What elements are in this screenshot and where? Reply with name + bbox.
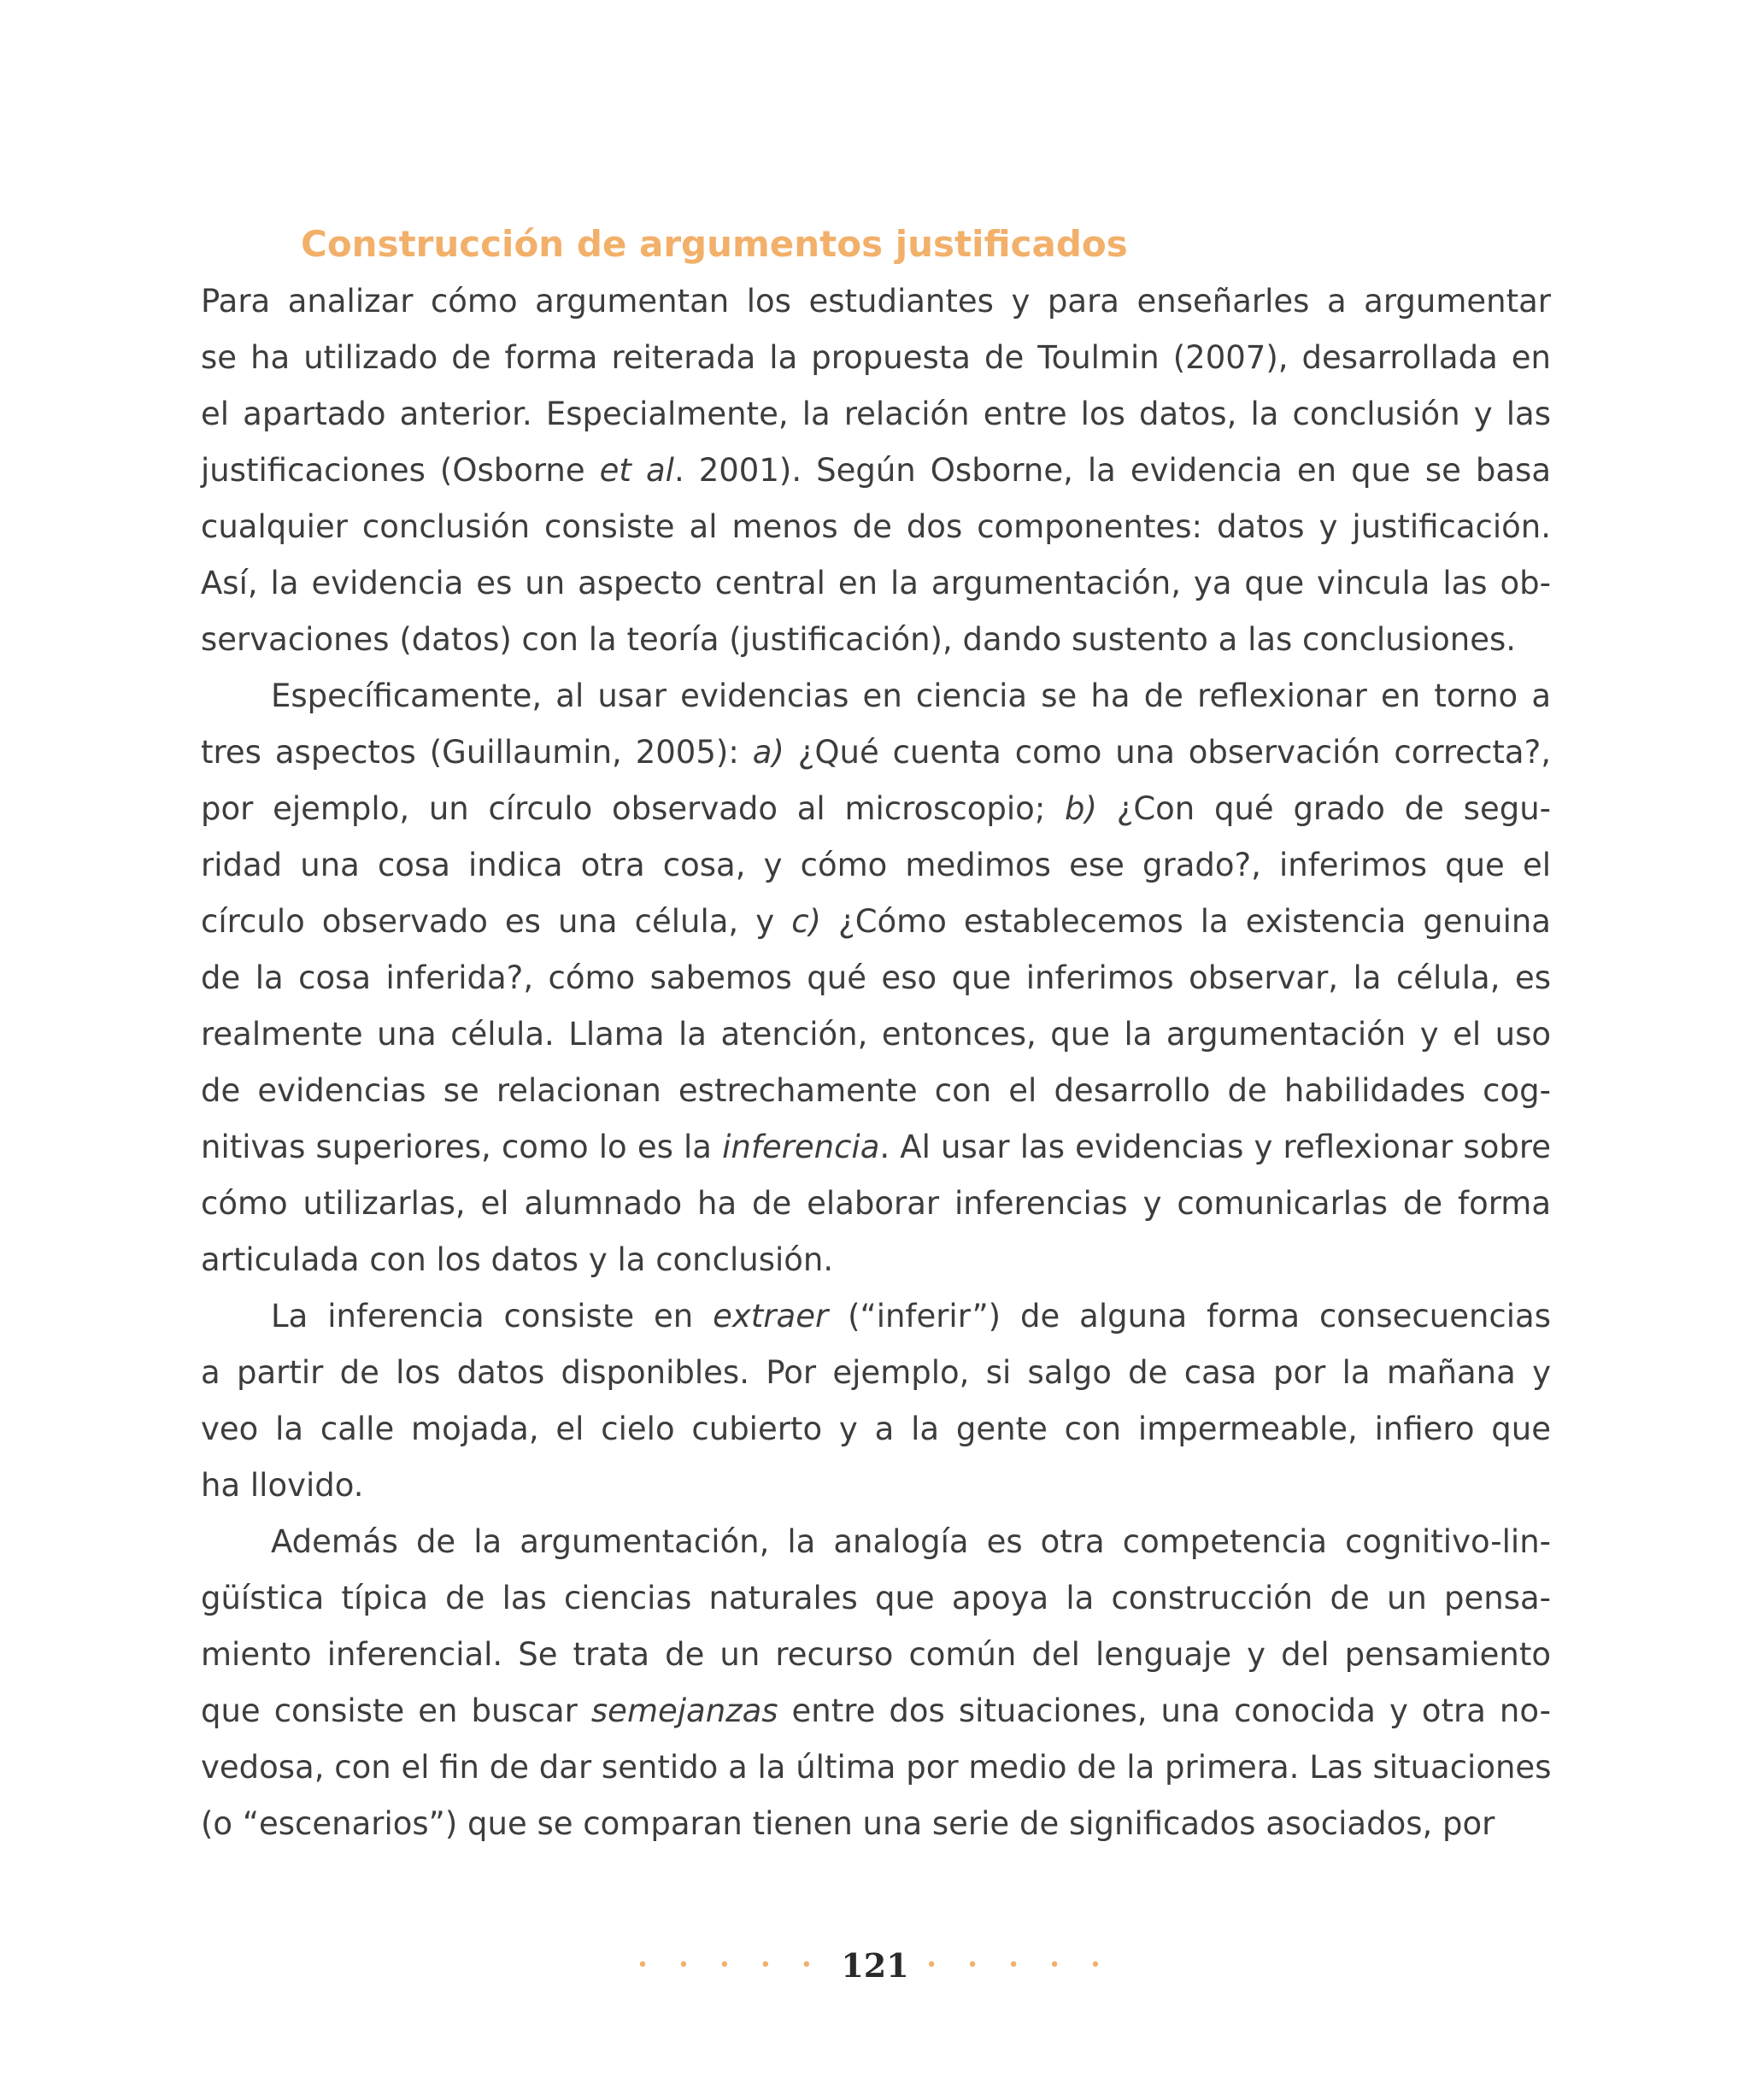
footer-dots-right: • • • • • [925, 1955, 1113, 1976]
section-heading: Construcción de argumentos justificados [301, 223, 1128, 265]
paragraph-line: nitivas superiores, como lo es la inferencia. Al usar las evidencias y reflexionar sobre [201, 1129, 1551, 1165]
italic-term: extraer [713, 1298, 829, 1334]
paragraph-line: Además de la argumentación, la analogía es otra competencia cognitivo-lin- [271, 1523, 1551, 1560]
italic-term: inferencia [722, 1129, 880, 1165]
paragraph-line: servaciones (datos) con la teoría (justificación), dando sustento a las conclusiones. [201, 621, 1517, 658]
body-text [201, 273, 1551, 1852]
paragraph-line: que consiste en buscar semejanzas entre dos situaciones, una conocida y otra no- [201, 1692, 1551, 1729]
paragraph-line: La inferencia consiste en extraer (“inferir”) de alguna forma consecuencias [271, 1298, 1551, 1334]
italic-term: c) [791, 903, 821, 940]
paragraph-line: de evidencias se relacionan estrechamente con el desarrollo de habilidades cog- [201, 1072, 1551, 1109]
paragraph-line: tres aspectos (Guillaumin, 2005): a) ¿Qué cuenta como una observación correcta?, [201, 734, 1551, 771]
italic-term: et al [599, 452, 674, 489]
italic-term: a) [752, 734, 784, 771]
paragraph-line: por ejemplo, un círculo observado al microscopio; b) ¿Con qué grado de segu- [201, 790, 1551, 827]
paragraph-line: articulada con los datos y la conclusión. [201, 1241, 834, 1278]
page-number: 121 [841, 1946, 909, 1985]
paragraph-line: cómo utilizarlas, el alumnado ha de elaborar inferencias y comunicarlas de forma [201, 1185, 1551, 1222]
paragraph-line: veo la calle mojada, el cielo cubierto y a la gente con impermeable, infiero que [201, 1411, 1551, 1447]
paragraph-line: miento inferencial. Se trata de un recurso común del lenguaje y del pensamiento [201, 1636, 1551, 1673]
page-footer [0, 1946, 1750, 1985]
paragraph-line: (o “escenarios”) que se comparan tienen una serie de significados asociados, por [201, 1805, 1495, 1842]
paragraph-line: círculo observado es una célula, y c) ¿Cómo establecemos la existencia genuina [201, 903, 1551, 940]
paragraph-line: ha llovido. [201, 1467, 364, 1504]
paragraph-line: se ha utilizado de forma reiterada la propuesta de Toulmin (2007), desarrollada en [201, 339, 1551, 376]
paragraph-line: ridad una cosa indica otra cosa, y cómo medimos ese grado?, inferimos que el [201, 847, 1551, 883]
paragraph-line: el apartado anterior. Especialmente, la relación entre los datos, la conclusión y las [201, 396, 1551, 432]
paragraph-line: cualquier conclusión consiste al menos de dos componentes: datos y justificación. [201, 508, 1551, 545]
paragraph-line: Para analizar cómo argumentan los estudiantes y para enseñarles a argumentar [201, 283, 1551, 320]
paragraph-line: Específicamente, al usar evidencias en ciencia se ha de reflexionar en torno a [271, 678, 1551, 714]
paragraph-line: realmente una célula. Llama la atención, entonces, que la argumentación y el uso [201, 1016, 1551, 1053]
paragraph-line: a partir de los datos disponibles. Por ejemplo, si salgo de casa por la mañana y [201, 1354, 1551, 1391]
paragraph-line: vedosa, con el fin de dar sentido a la última por medio de la primera. Las situaciones [201, 1749, 1552, 1786]
paragraph-line: güística típica de las ciencias naturales que apoya la construcción de un pensa- [201, 1580, 1551, 1616]
italic-term: semejanzas [590, 1692, 778, 1729]
paragraph-line: Así, la evidencia es un aspecto central en la argumentación, ya que vincula las ob- [201, 565, 1551, 601]
footer-dots-left: • • • • • [637, 1955, 825, 1976]
paragraph-line: de la cosa inferida?, cómo sabemos qué eso que inferimos observar, la célula, es [201, 959, 1551, 996]
italic-term: b) [1065, 790, 1097, 827]
paragraph-line: justificaciones (Osborne et al. 2001). Según Osborne, la evidencia en que se basa [201, 452, 1551, 489]
